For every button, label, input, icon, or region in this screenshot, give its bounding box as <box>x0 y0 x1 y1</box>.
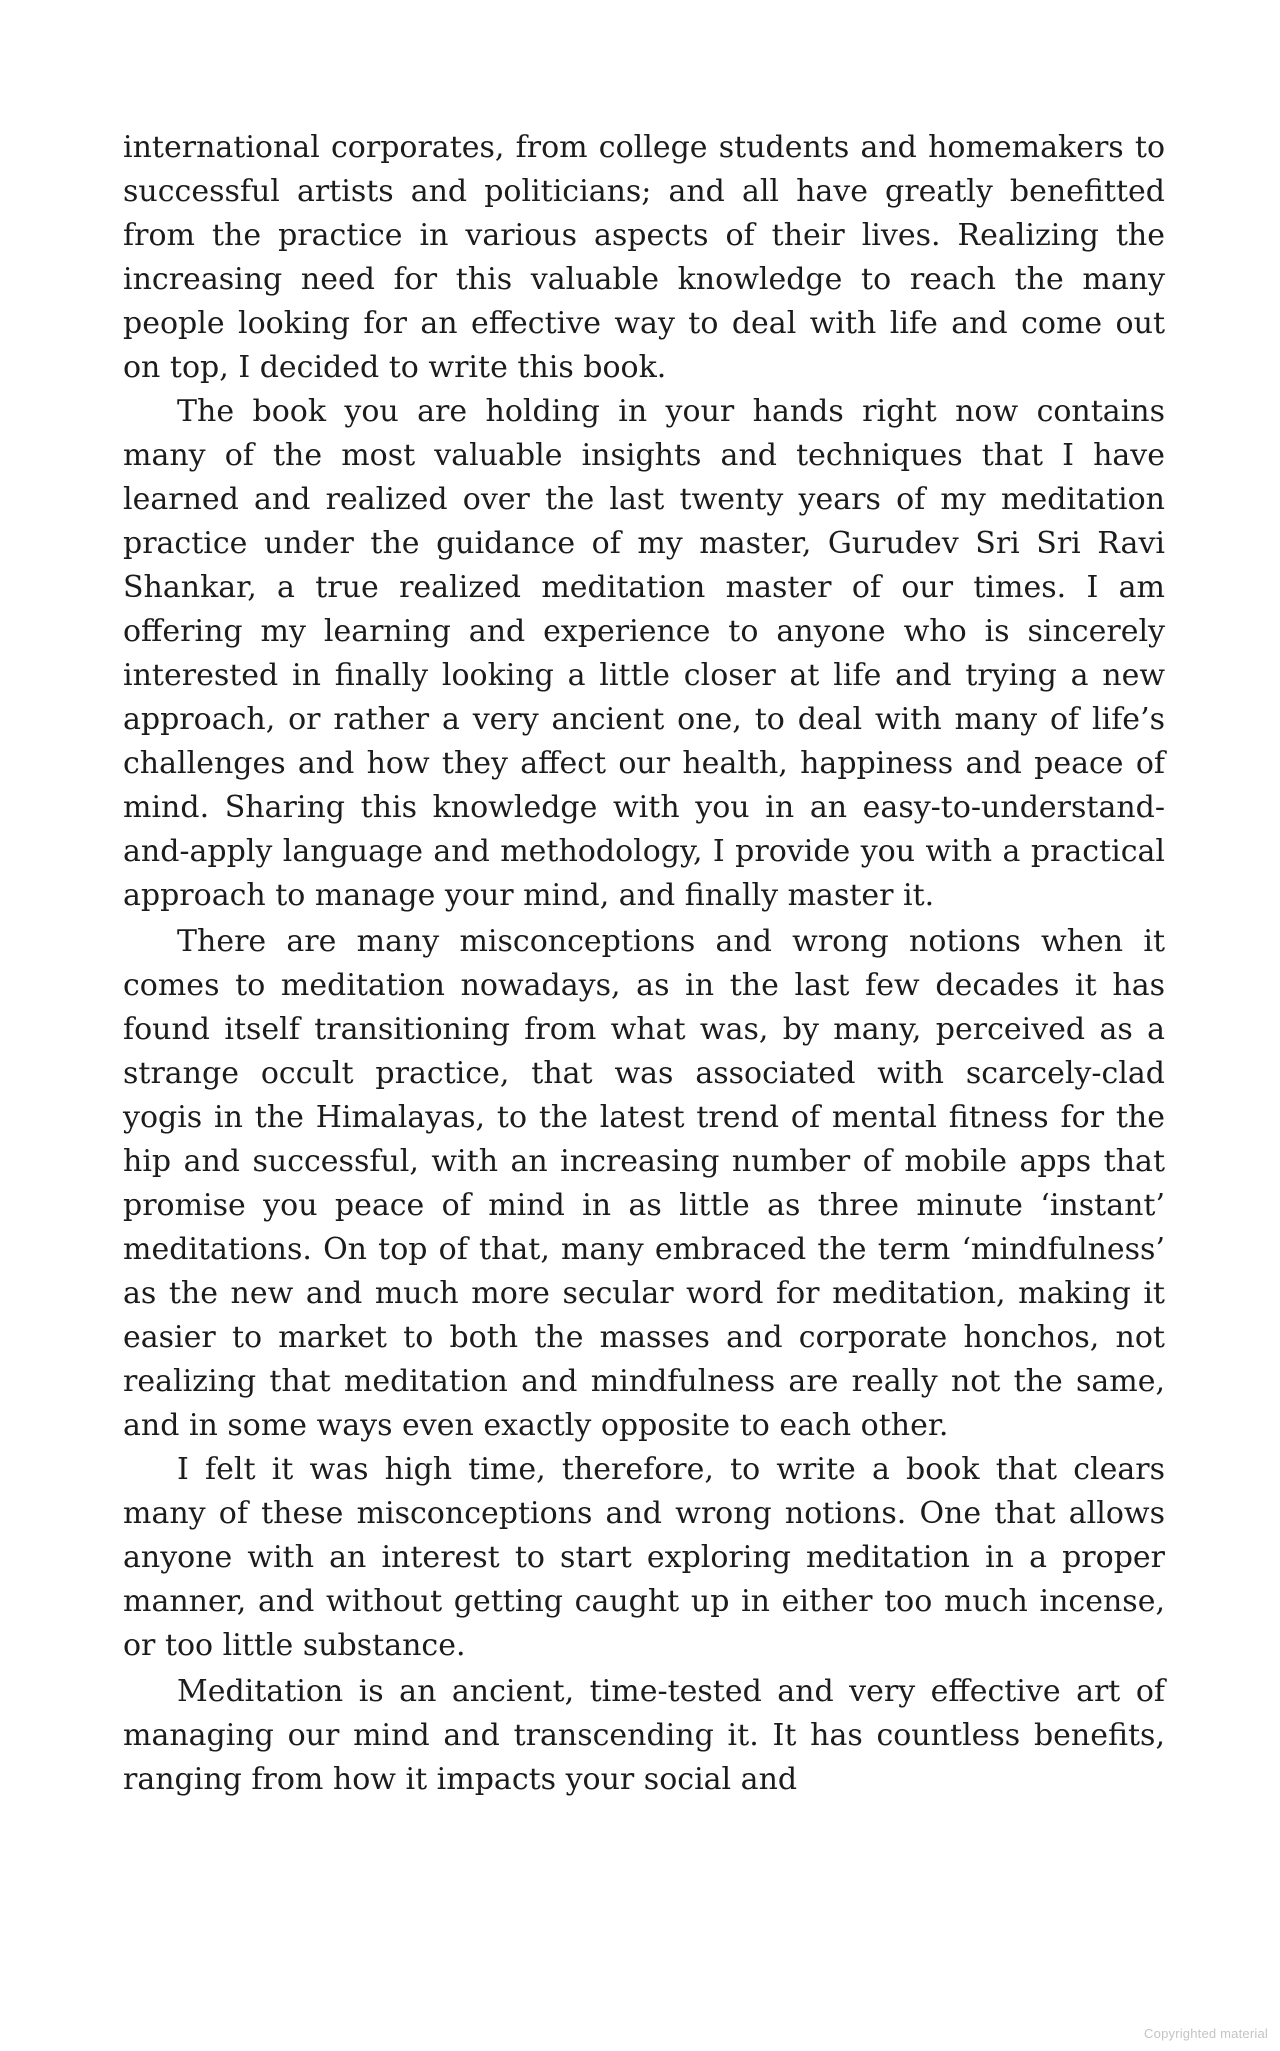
paragraph-misconceptions: There are many misconceptions and wrong notions when it comes to meditation nowadays, as in the last few decades it has found itself transitioning from what was, by many, perceived as a strange occult practice, that was associated with scarcely-clad yogis in the Himalayas, to the latest trend of mental fitness for the hip and successful, with an increasing number of mobile apps that promise you peace of mind in as little as three minute ‘instant’ meditations. On top of that, many embraced the term ‘mindfulness’ as the new and much more secular word for meditation, making it easier to market to both the masses and corporate honchos, not realizing that meditation and mindfulness are really not the same, and in some ways even exactly opposite to each other. <box>123 924 1165 1443</box>
paragraph-book-contents: The book you are holding in your hands right now contains many of the most valuable insights and techniques that I have learned and realized over the last twenty years of my meditation practice under the guidance of my master, Gurudev Sri Sri Ravi Shankar, a true realized meditation master of our times. I am offering my learning and experience to anyone who is sincerely interested in finally looking a little closer at life and trying a new approach, or rather a very ancient one, to deal with many of life’s challenges and how they affect our health, happiness and peace of mind. Sharing this knowledge with you in an easy-to-understand-and-apply language and methodology, I provide you with a practical approach to manage your mind, and finally master it. <box>123 394 1165 913</box>
paragraph-continuation: international corporates, from college students and homemakers to successful artists and politicians; and all have greatly benefitted from the practice in various aspects of their lives. Realizing the increasing need for this valuable knowledge to reach the many people looking for an effective way to deal with life and come out on top, I decided to write this book. <box>123 130 1165 385</box>
copyright-watermark: Copyrighted material <box>1144 2026 1268 2041</box>
page-body-text <box>123 126 1165 1802</box>
paragraph-meditation-ancient-art: Meditation is an ancient, time-tested and very effective art of managing our mind and transcending it. It has countless benefits, ranging from how it impacts your social and <box>123 1674 1165 1797</box>
paragraph-high-time: I felt it was high time, therefore, to write a book that clears many of these misconceptions and wrong notions. One that allows anyone with an interest to start exploring meditation in a proper manner, and without getting caught up in either too much incense, or too little substance. <box>123 1452 1165 1663</box>
